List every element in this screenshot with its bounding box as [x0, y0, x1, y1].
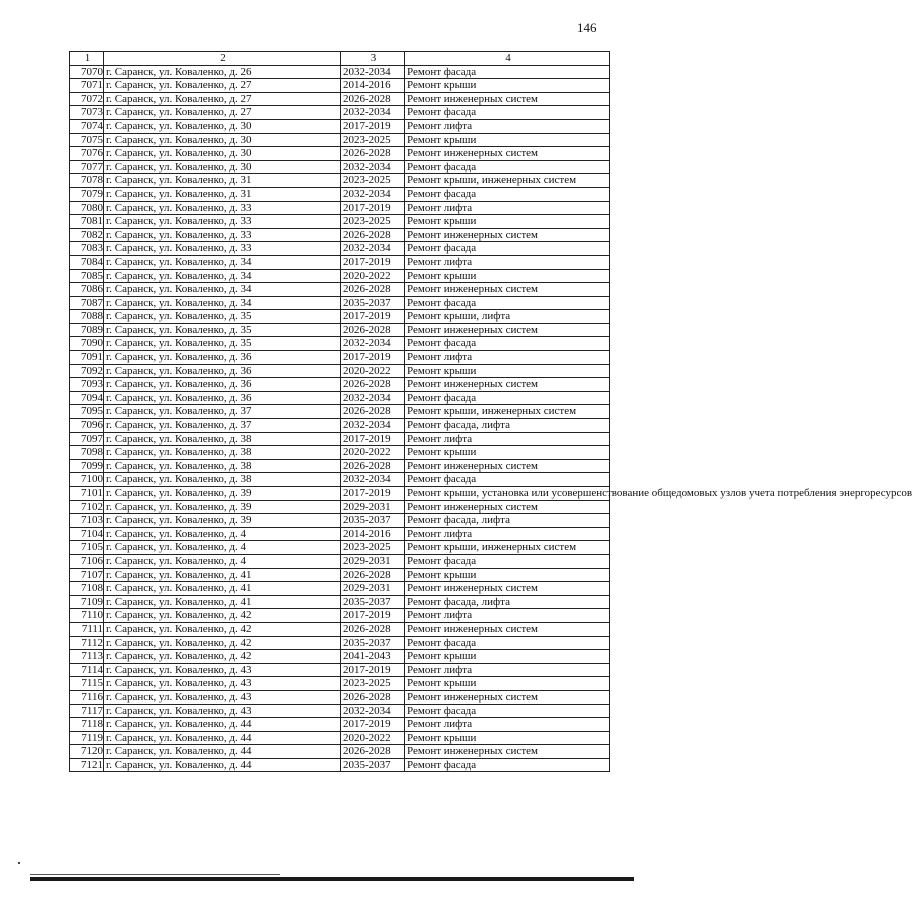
work-type-cell: Ремонт инженерных систем	[405, 459, 610, 473]
address-cell: г. Саранск, ул. Коваленко, д. 30	[104, 119, 341, 133]
row-number-cell: 7107	[70, 568, 104, 582]
row-number-cell: 7121	[70, 758, 104, 772]
address-cell: г. Саранск, ул. Коваленко, д. 42	[104, 622, 341, 636]
scan-bottom-border	[30, 877, 634, 881]
work-type-cell: Ремонт фасада	[405, 391, 610, 405]
row-number-cell: 7094	[70, 391, 104, 405]
address-cell: г. Саранск, ул. Коваленко, д. 33	[104, 242, 341, 256]
row-number-cell: 7082	[70, 228, 104, 242]
table-row	[70, 296, 610, 310]
row-number-cell: 7103	[70, 514, 104, 528]
table-row	[70, 487, 610, 501]
table-row	[70, 391, 610, 405]
period-cell: 2023-2025	[341, 133, 405, 147]
table-row	[70, 650, 610, 664]
row-number-cell: 7083	[70, 242, 104, 256]
address-cell: г. Саранск, ул. Коваленко, д. 33	[104, 201, 341, 215]
row-number-cell: 7093	[70, 378, 104, 392]
work-type-cell: Ремонт крыши	[405, 446, 610, 460]
period-cell: 2029-2031	[341, 500, 405, 514]
address-cell: г. Саранск, ул. Коваленко, д. 31	[104, 174, 341, 188]
table-row	[70, 174, 610, 188]
period-cell: 2017-2019	[341, 119, 405, 133]
row-number-cell: 7090	[70, 337, 104, 351]
address-cell: г. Саранск, ул. Коваленко, д. 34	[104, 255, 341, 269]
row-number-cell: 7076	[70, 147, 104, 161]
work-type-cell: Ремонт лифта	[405, 119, 610, 133]
period-cell: 2029-2031	[341, 582, 405, 596]
work-type-cell: Ремонт лифта	[405, 201, 610, 215]
row-number-cell: 7116	[70, 690, 104, 704]
address-cell: г. Саранск, ул. Коваленко, д. 38	[104, 446, 341, 460]
work-type-cell: Ремонт инженерных систем	[405, 622, 610, 636]
table-row	[70, 364, 610, 378]
period-cell: 2026-2028	[341, 459, 405, 473]
row-number-cell: 7071	[70, 79, 104, 93]
period-cell: 2035-2037	[341, 636, 405, 650]
table-row	[70, 500, 610, 514]
period-cell: 2032-2034	[341, 187, 405, 201]
address-cell: г. Саранск, ул. Коваленко, д. 4	[104, 541, 341, 555]
work-type-cell: Ремонт фасада	[405, 473, 610, 487]
period-cell: 2032-2034	[341, 160, 405, 174]
table-row	[70, 527, 610, 541]
row-number-cell: 7105	[70, 541, 104, 555]
period-cell: 2017-2019	[341, 663, 405, 677]
column-header-4: 4	[405, 52, 610, 66]
period-cell: 2026-2028	[341, 228, 405, 242]
work-type-cell: Ремонт инженерных систем	[405, 690, 610, 704]
table-header	[70, 52, 610, 66]
table-row	[70, 690, 610, 704]
work-type-cell: Ремонт фасада	[405, 106, 610, 120]
period-cell: 2014-2016	[341, 79, 405, 93]
row-number-cell: 7088	[70, 310, 104, 324]
period-cell: 2023-2025	[341, 677, 405, 691]
address-cell: г. Саранск, ул. Коваленко, д. 30	[104, 147, 341, 161]
period-cell: 2017-2019	[341, 432, 405, 446]
row-number-cell: 7099	[70, 459, 104, 473]
table-row	[70, 595, 610, 609]
table-row	[70, 405, 610, 419]
period-cell: 2017-2019	[341, 609, 405, 623]
period-cell: 2032-2034	[341, 106, 405, 120]
work-type-cell: Ремонт крыши	[405, 568, 610, 582]
table-row	[70, 582, 610, 596]
period-cell: 2026-2028	[341, 568, 405, 582]
address-cell: г. Саранск, ул. Коваленко, д. 35	[104, 337, 341, 351]
row-number-cell: 7084	[70, 255, 104, 269]
table-row	[70, 718, 610, 732]
work-type-cell: Ремонт крыши, инженерных систем	[405, 174, 610, 188]
address-cell: г. Саранск, ул. Коваленко, д. 41	[104, 582, 341, 596]
work-type-cell: Ремонт крыши, инженерных систем	[405, 541, 610, 555]
row-number-cell: 7092	[70, 364, 104, 378]
period-cell: 2032-2034	[341, 337, 405, 351]
period-cell: 2023-2025	[341, 541, 405, 555]
work-type-cell: Ремонт инженерных систем	[405, 500, 610, 514]
row-number-cell: 7087	[70, 296, 104, 310]
row-number-cell: 7070	[70, 65, 104, 79]
table-row	[70, 432, 610, 446]
row-number-cell: 7097	[70, 432, 104, 446]
table-body	[70, 65, 912, 772]
table-row	[70, 92, 610, 106]
work-type-cell: Ремонт инженерных систем	[405, 323, 610, 337]
scan-edge-line	[30, 874, 280, 875]
period-cell: 2032-2034	[341, 65, 405, 79]
table-row	[70, 201, 610, 215]
work-type-cell: Ремонт лифта	[405, 255, 610, 269]
row-number-cell: 7085	[70, 269, 104, 283]
work-type-cell: Ремонт инженерных систем	[405, 745, 610, 759]
period-cell: 2026-2028	[341, 378, 405, 392]
table-row	[70, 514, 610, 528]
table-row	[70, 636, 610, 650]
column-header-2: 2	[104, 52, 341, 66]
address-cell: г. Саранск, ул. Коваленко, д. 34	[104, 269, 341, 283]
work-type-cell: Ремонт крыши	[405, 215, 610, 229]
period-cell: 2032-2034	[341, 242, 405, 256]
work-type-cell: Ремонт лифта	[405, 663, 610, 677]
work-type-cell: Ремонт лифта	[405, 432, 610, 446]
work-type-cell: Ремонт фасада	[405, 187, 610, 201]
period-cell: 2026-2028	[341, 745, 405, 759]
table-row	[70, 106, 610, 120]
work-type-cell: Ремонт крыши	[405, 731, 610, 745]
work-type-cell: Ремонт лифта	[405, 351, 610, 365]
work-type-cell: Ремонт фасада	[405, 65, 610, 79]
address-cell: г. Саранск, ул. Коваленко, д. 36	[104, 378, 341, 392]
header-row	[70, 52, 610, 66]
address-cell: г. Саранск, ул. Коваленко, д. 35	[104, 310, 341, 324]
row-number-cell: 7072	[70, 92, 104, 106]
row-number-cell: 7117	[70, 704, 104, 718]
table-row	[70, 731, 610, 745]
period-cell: 2017-2019	[341, 487, 405, 501]
address-cell: г. Саранск, ул. Коваленко, д. 36	[104, 391, 341, 405]
address-cell: г. Саранск, ул. Коваленко, д. 27	[104, 79, 341, 93]
table-row	[70, 79, 610, 93]
row-number-cell: 7110	[70, 609, 104, 623]
period-cell: 2026-2028	[341, 323, 405, 337]
row-number-cell: 7101	[70, 487, 104, 501]
table-row	[70, 541, 610, 555]
row-number-cell: 7108	[70, 582, 104, 596]
address-cell: г. Саранск, ул. Коваленко, д. 37	[104, 419, 341, 433]
address-cell: г. Саранск, ул. Коваленко, д. 36	[104, 364, 341, 378]
period-cell: 2017-2019	[341, 255, 405, 269]
work-type-cell: Ремонт крыши	[405, 269, 610, 283]
table-row	[70, 378, 610, 392]
row-number-cell: 7091	[70, 351, 104, 365]
work-type-cell: Ремонт фасада	[405, 337, 610, 351]
row-number-cell: 7111	[70, 622, 104, 636]
table-row	[70, 283, 610, 297]
row-number-cell: 7112	[70, 636, 104, 650]
row-number-cell: 7078	[70, 174, 104, 188]
period-cell: 2035-2037	[341, 758, 405, 772]
address-cell: г. Саранск, ул. Коваленко, д. 4	[104, 554, 341, 568]
address-cell: г. Саранск, ул. Коваленко, д. 30	[104, 133, 341, 147]
period-cell: 2026-2028	[341, 92, 405, 106]
period-cell: 2017-2019	[341, 718, 405, 732]
table-row	[70, 228, 610, 242]
table-row	[70, 758, 610, 772]
row-number-cell: 7079	[70, 187, 104, 201]
address-cell: г. Саранск, ул. Коваленко, д. 33	[104, 215, 341, 229]
period-cell: 2032-2034	[341, 419, 405, 433]
table-row	[70, 187, 610, 201]
column-header-3: 3	[341, 52, 405, 66]
column-header-1: 1	[70, 52, 104, 66]
period-cell: 2035-2037	[341, 296, 405, 310]
row-number-cell: 7102	[70, 500, 104, 514]
row-number-cell: 7086	[70, 283, 104, 297]
row-number-cell: 7118	[70, 718, 104, 732]
table-row	[70, 215, 610, 229]
period-cell: 2032-2034	[341, 704, 405, 718]
row-number-cell: 7089	[70, 323, 104, 337]
row-number-cell: 7106	[70, 554, 104, 568]
address-cell: г. Саранск, ул. Коваленко, д. 41	[104, 568, 341, 582]
row-number-cell: 7074	[70, 119, 104, 133]
work-type-cell: Ремонт инженерных систем	[405, 582, 610, 596]
table-row	[70, 65, 610, 79]
table-row	[70, 459, 610, 473]
table-row	[70, 677, 610, 691]
address-cell: г. Саранск, ул. Коваленко, д. 44	[104, 758, 341, 772]
address-cell: г. Саранск, ул. Коваленко, д. 42	[104, 636, 341, 650]
period-cell: 2026-2028	[341, 622, 405, 636]
work-type-cell: Ремонт крыши	[405, 364, 610, 378]
row-number-cell: 7100	[70, 473, 104, 487]
work-type-cell: Ремонт инженерных систем	[405, 378, 610, 392]
period-cell: 2020-2022	[341, 364, 405, 378]
table-row	[70, 269, 610, 283]
period-cell: 2041-2043	[341, 650, 405, 664]
address-cell: г. Саранск, ул. Коваленко, д. 39	[104, 500, 341, 514]
address-cell: г. Саранск, ул. Коваленко, д. 31	[104, 187, 341, 201]
address-cell: г. Саранск, ул. Коваленко, д. 35	[104, 323, 341, 337]
row-number-cell: 7119	[70, 731, 104, 745]
address-cell: г. Саранск, ул. Коваленко, д. 30	[104, 160, 341, 174]
table-row	[70, 337, 610, 351]
work-type-cell: Ремонт крыши, лифта	[405, 310, 610, 324]
work-type-cell: Ремонт крыши	[405, 677, 610, 691]
address-cell: г. Саранск, ул. Коваленко, д. 34	[104, 283, 341, 297]
row-number-cell: 7115	[70, 677, 104, 691]
work-type-cell: Ремонт крыши, установка или усовершенствование общедомовых узлов учета потребления энергоресурсов	[405, 487, 610, 501]
row-number-cell: 7104	[70, 527, 104, 541]
table-row	[70, 255, 610, 269]
row-number-cell: 7080	[70, 201, 104, 215]
row-number-cell: 7095	[70, 405, 104, 419]
row-number-cell: 7096	[70, 419, 104, 433]
address-cell: г. Саранск, ул. Коваленко, д. 44	[104, 718, 341, 732]
row-number-cell: 7081	[70, 215, 104, 229]
period-cell: 2029-2031	[341, 554, 405, 568]
period-cell: 2017-2019	[341, 201, 405, 215]
period-cell: 2026-2028	[341, 690, 405, 704]
period-cell: 2023-2025	[341, 174, 405, 188]
period-cell: 2026-2028	[341, 283, 405, 297]
row-number-cell: 7120	[70, 745, 104, 759]
work-type-cell: Ремонт крыши	[405, 133, 610, 147]
address-cell: г. Саранск, ул. Коваленко, д. 38	[104, 432, 341, 446]
row-number-cell: 7073	[70, 106, 104, 120]
work-type-cell: Ремонт фасада	[405, 554, 610, 568]
period-cell: 2035-2037	[341, 514, 405, 528]
table-row	[70, 554, 610, 568]
table-row	[70, 609, 610, 623]
work-type-cell: Ремонт лифта	[405, 609, 610, 623]
period-cell: 2026-2028	[341, 147, 405, 161]
work-type-cell: Ремонт крыши, инженерных систем	[405, 405, 610, 419]
table-row	[70, 419, 610, 433]
address-cell: г. Саранск, ул. Коваленко, д. 27	[104, 92, 341, 106]
work-type-cell: Ремонт фасада	[405, 242, 610, 256]
table-row	[70, 133, 610, 147]
address-cell: г. Саранск, ул. Коваленко, д. 33	[104, 228, 341, 242]
table-row	[70, 446, 610, 460]
period-cell: 2017-2019	[341, 351, 405, 365]
work-type-cell: Ремонт фасада	[405, 758, 610, 772]
period-cell: 2017-2019	[341, 310, 405, 324]
work-type-cell: Ремонт крыши	[405, 650, 610, 664]
table-row	[70, 147, 610, 161]
table-row	[70, 351, 610, 365]
table-row	[70, 745, 610, 759]
address-cell: г. Саранск, ул. Коваленко, д. 26	[104, 65, 341, 79]
repair-schedule-table	[69, 51, 912, 772]
table-row	[70, 704, 610, 718]
table-row	[70, 310, 610, 324]
row-number-cell: 7077	[70, 160, 104, 174]
table-row	[70, 473, 610, 487]
scan-speck	[18, 862, 20, 864]
work-type-cell: Ремонт фасада, лифта	[405, 595, 610, 609]
work-type-cell: Ремонт фасада, лифта	[405, 514, 610, 528]
work-type-cell: Ремонт фасада	[405, 704, 610, 718]
period-cell: 2020-2022	[341, 269, 405, 283]
table-row	[70, 242, 610, 256]
address-cell: г. Саранск, ул. Коваленко, д. 43	[104, 690, 341, 704]
work-type-cell: Ремонт фасада	[405, 160, 610, 174]
row-number-cell: 7113	[70, 650, 104, 664]
table-row	[70, 663, 610, 677]
address-cell: г. Саранск, ул. Коваленко, д. 27	[104, 106, 341, 120]
work-type-cell: Ремонт крыши	[405, 79, 610, 93]
row-number-cell: 7114	[70, 663, 104, 677]
address-cell: г. Саранск, ул. Коваленко, д. 39	[104, 487, 341, 501]
address-cell: г. Саранск, ул. Коваленко, д. 43	[104, 704, 341, 718]
work-type-cell: Ремонт инженерных систем	[405, 147, 610, 161]
address-cell: г. Саранск, ул. Коваленко, д. 34	[104, 296, 341, 310]
address-cell: г. Саранск, ул. Коваленко, д. 43	[104, 677, 341, 691]
work-type-cell: Ремонт фасада	[405, 636, 610, 650]
period-cell: 2020-2022	[341, 731, 405, 745]
table-row	[70, 119, 610, 133]
period-cell: 2032-2034	[341, 473, 405, 487]
period-cell: 2020-2022	[341, 446, 405, 460]
table-row	[70, 622, 610, 636]
row-number-cell: 7098	[70, 446, 104, 460]
row-number-cell: 7109	[70, 595, 104, 609]
period-cell: 2032-2034	[341, 391, 405, 405]
work-type-cell: Ремонт инженерных систем	[405, 92, 610, 106]
address-cell: г. Саранск, ул. Коваленко, д. 42	[104, 650, 341, 664]
work-type-cell: Ремонт фасада	[405, 296, 610, 310]
address-cell: г. Саранск, ул. Коваленко, д. 38	[104, 473, 341, 487]
table-row	[70, 323, 610, 337]
page-number: 146	[577, 20, 597, 35]
work-type-cell: Ремонт инженерных систем	[405, 283, 610, 297]
address-cell: г. Саранск, ул. Коваленко, д. 39	[104, 514, 341, 528]
period-cell: 2023-2025	[341, 215, 405, 229]
address-cell: г. Саранск, ул. Коваленко, д. 43	[104, 663, 341, 677]
work-type-cell: Ремонт лифта	[405, 527, 610, 541]
period-cell: 2014-2016	[341, 527, 405, 541]
period-cell: 2026-2028	[341, 405, 405, 419]
period-cell: 2035-2037	[341, 595, 405, 609]
table-row	[70, 160, 610, 174]
address-cell: г. Саранск, ул. Коваленко, д. 38	[104, 459, 341, 473]
address-cell: г. Саранск, ул. Коваленко, д. 37	[104, 405, 341, 419]
address-cell: г. Саранск, ул. Коваленко, д. 44	[104, 745, 341, 759]
address-cell: г. Саранск, ул. Коваленко, д. 4	[104, 527, 341, 541]
work-type-cell: Ремонт лифта	[405, 718, 610, 732]
work-type-cell: Ремонт фасада, лифта	[405, 419, 610, 433]
work-type-cell: Ремонт инженерных систем	[405, 228, 610, 242]
table-row	[70, 568, 610, 582]
address-cell: г. Саранск, ул. Коваленко, д. 36	[104, 351, 341, 365]
address-cell: г. Саранск, ул. Коваленко, д. 41	[104, 595, 341, 609]
address-cell: г. Саранск, ул. Коваленко, д. 44	[104, 731, 341, 745]
address-cell: г. Саранск, ул. Коваленко, д. 42	[104, 609, 341, 623]
row-number-cell: 7075	[70, 133, 104, 147]
